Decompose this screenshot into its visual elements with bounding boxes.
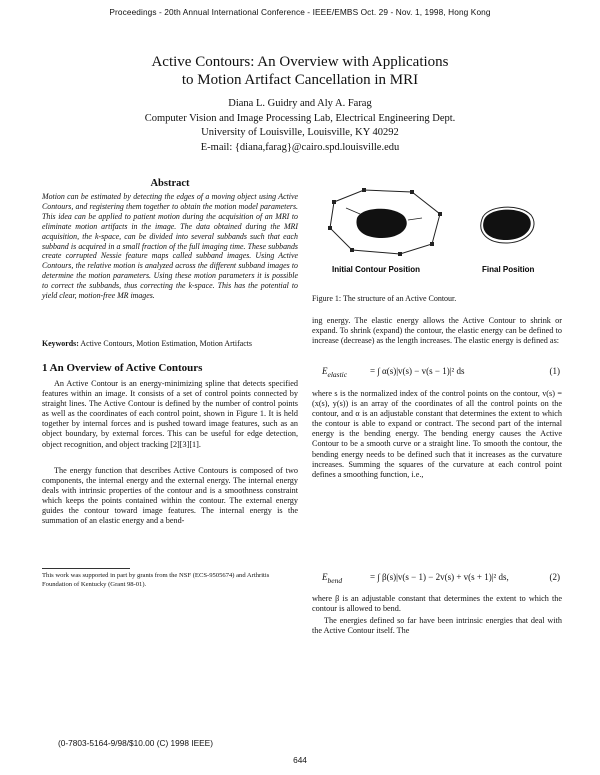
author-email: E-mail: {diana,farag}@cairo.spd.louisville.edu [200, 141, 400, 153]
abstract-body: Motion can be estimated by detecting the edges of a moving object using Active Contours, and registering them together to obtain the motion model parameters. This idea can be applied to patient motion during the acquisition of an MRI to eliminate motion artifacts in the image. The data obtained during the MRI acquisition, the k-space, can be divided into several subbands such that each subband is acquired in a small fraction of the full imaging time. These subbands create corrupted Nessie feature maps called subband images. Using Active Contours, the relative motion is analyzed across the different subband images to determine the motion parameters. Using these motion parameters it is possible to correct the subbands, thus correcting the k-space. This has the potential to yield clear, motion-free MR images. [42, 192, 298, 301]
section1-paragraph-5: where β is an adjustable constant that determines the extent to which the contour is allowed to bend. [312, 594, 562, 614]
author-block [60, 97, 540, 155]
section1-paragraph-2: The energy function that describes Active Contours is composed of two components, the internal energy and the external energy. The internal energy deals with intrinsic properties of the contour and is a smoothness constraint which keeps the points contained within the contour. The external energy guides the contour toward image features. The internal energy is the summation of an elastic energy and a bend- [42, 466, 298, 526]
keywords [42, 339, 298, 349]
section-heading: 1 An Overview of Active Contours [42, 362, 203, 374]
eq1-subscript: elastic [327, 369, 348, 379]
inward-force-arrow [408, 218, 422, 220]
inward-force-arrow [346, 208, 360, 214]
keywords-text: Active Contours, Motion Estimation, Motion Artifacts [80, 339, 252, 348]
final-contour-panel [481, 207, 534, 243]
figure-1-caption: Figure 1: The structure of an Active Contour. [312, 294, 457, 303]
eq2-subscript: bend [327, 575, 343, 585]
eq1-lhs: E [322, 366, 328, 376]
eq2-rhs: = ∫ β(s)|v(s − 1) − 2v(s) + v(s + 1)|² ds, [370, 572, 509, 582]
eq2-number: (2) [549, 572, 560, 582]
conference-header: Proceedings - 20th Annual International Conference - IEEE/EMBS Oct. 29 - Nov. 1, 1998, Hong Kong [109, 7, 491, 17]
label-final-position: Final Position [482, 265, 535, 274]
author-names: Diana L. Guidry and Aly A. Farag [228, 98, 372, 109]
final-object-shape [483, 210, 531, 240]
eq1-rhs: = ∫ α(s)|v(s) − v(s − 1)|² ds [370, 366, 465, 376]
footnote: This work was supported in part by grants from the NSF (ECS-9505674) and Arthritis Foundation of Kentucky (Grant 98-01). [42, 572, 270, 588]
section1-paragraph-4: where s is the normalized index of the control points on the contour, v(s) = (x(s), y(s)) is an array of the coordinates of all the control points on the contour, and α is an adjustable constant that determines the extent to which the contour is able to expand or contract. The second part of the internal energy is the bending energy. The bending energy causes the Active Contour to be a smooth curve or a straight line. To smooth the contour, the bending energy needs to be defined such that it increases as the curvature increases. Summing the squares of the curvature at each control point defines a smoothing function, i.e., [312, 389, 562, 479]
title-line-1: Active Contours: An Overview with Applications [151, 54, 449, 70]
eq2-lhs: E [322, 572, 328, 582]
equation-2 [312, 570, 562, 590]
section1-paragraph-1: An Active Contour is an energy-minimizing spline that detects specified features within an image. It consists of a set of control points connected by straight lines. The Active Contour is defined by the number of control points as well as the coordinates of each control point, shown in Figure 1. It is held together by internal forces and is pushed toward image features, such as an object boundary, by external forces. This can be useful for edge detection, object recognition, and object tracking [2][3][1]. [42, 379, 298, 449]
eq1-number: (1) [549, 366, 560, 376]
label-initial-contour: Initial Contour Position [332, 265, 420, 274]
copyright-notice: (0-7803-5164-9/98/$10.00 (C) 1998 IEEE) [58, 738, 213, 748]
paper-title [60, 53, 540, 89]
page-number: 644 [293, 755, 307, 765]
footnote-rule [42, 568, 130, 569]
section1-paragraph-3: ing energy. The elastic energy allows the Active Contour to shrink or expand. To shrink (expand) the contour, the elastic energy can be defined to increase (decrease) as the length increases. The elastic energy is defined as: [312, 316, 562, 346]
initial-object-shape [356, 209, 406, 238]
title-line-2: to Motion Artifact Cancellation in MRI [181, 72, 419, 88]
keywords-label: Keywords: [42, 339, 79, 348]
section1-paragraph-6: The energies defined so far have been intrinsic energies that deal with the Active Contour itself. The [312, 616, 562, 636]
figure-1-diagram [312, 182, 562, 290]
author-lab: Computer Vision and Image Processing Lab, Electrical Engineering Dept. [144, 112, 456, 124]
initial-contour-panel [328, 188, 442, 256]
abstract-heading: Abstract [150, 178, 190, 189]
equation-1 [312, 364, 562, 382]
author-university: University of Louisville, Louisville, KY 40292 [201, 127, 399, 138]
